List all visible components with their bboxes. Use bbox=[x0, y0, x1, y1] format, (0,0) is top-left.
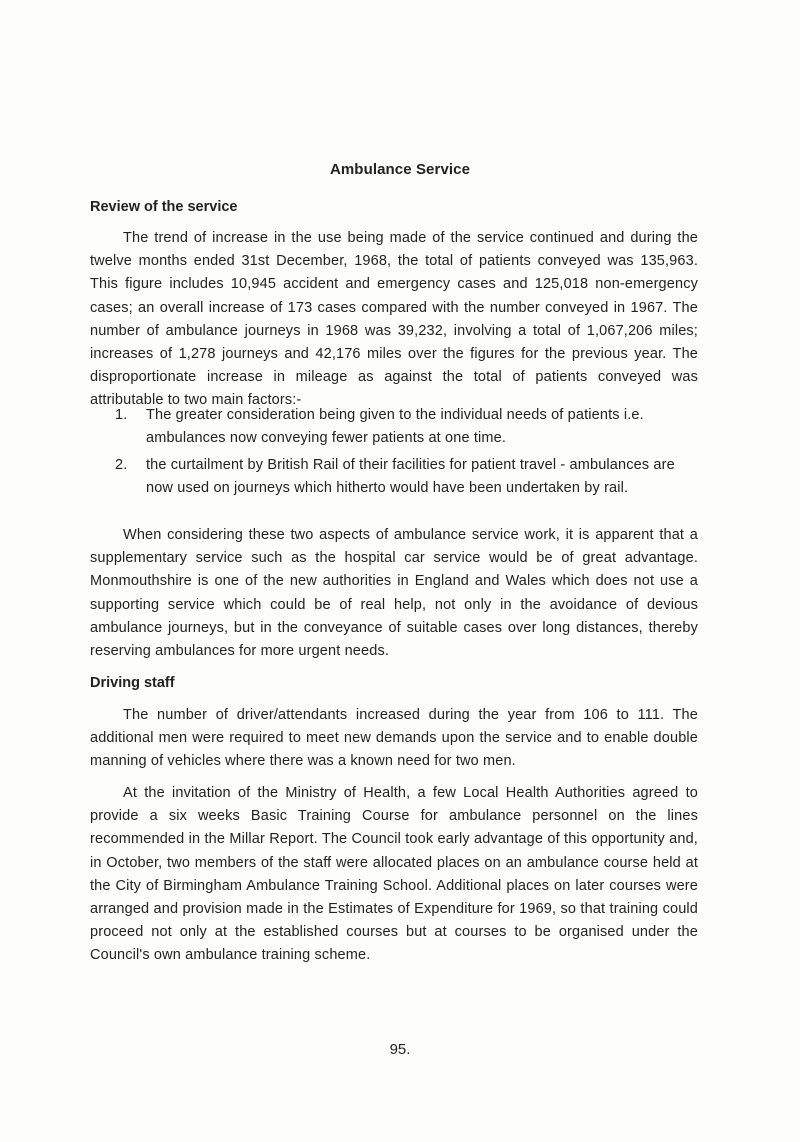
paragraph-driving-staff-training bbox=[90, 782, 698, 968]
list-item-number: 2. bbox=[115, 457, 128, 473]
paragraph-driving-staff-numbers bbox=[90, 704, 698, 774]
paragraph-text: At the invitation of the Ministry of Health, a few Local Health Authorities agreed to provide a six weeks Basic Training Course for ambulance personnel on the lines recommended in the Millar Report. The Council took early advantage of this opportunity and, in October, two members of the staff were allocated places on an ambulance course held at the City of Birmingham Ambulance Training School. Additional places on later courses were arranged and provision made in the Estimates of Expenditure for 1969, so that training could proceed not only at the established courses but at courses to be organised under the Council's own ambulance training scheme. bbox=[90, 785, 698, 964]
section-heading-review: Review of the service bbox=[90, 199, 238, 215]
paragraph-review-considerations bbox=[90, 524, 698, 663]
document-title: Ambulance Service bbox=[329, 161, 471, 178]
paragraph-review-intro bbox=[90, 227, 698, 413]
paragraph-text: The number of driver/attendants increased during the year from 106 to 111. The additional men were required to meet new demands upon the service and to enable double manning of vehicles where there was a known need for two men. bbox=[90, 707, 698, 770]
list-item-1 bbox=[115, 404, 675, 450]
list-item-text: the curtailment by British Rail of their facilities for patient travel - ambulances are now used on journeys which hitherto would have been undertaken by rail. bbox=[146, 457, 675, 496]
list-item-number: 1. bbox=[115, 407, 128, 423]
paragraph-text: The trend of increase in the use being made of the service continued and during the twelve months ended 31st December, 1968, the total of patients conveyed was 135,963. This figure includes 10,945 accident and emergency cases and 125,018 non-emergency cases; an overall increase of 173 cases compared with the number conveyed in 1967. The number of ambulance journeys in 1968 was 39,232, involving a total of 1,067,206 miles; increases of 1,278 journeys and 42,176 miles over the figures for the previous year. The disproportionate increase in mileage as against the total of patients conveyed was attributable to two main factors:- bbox=[90, 230, 698, 409]
section-heading-driving-staff: Driving staff bbox=[90, 675, 175, 691]
paragraph-text: When considering these two aspects of ambulance service work, it is apparent that a supplementary service such as the hospital car service would be of great advantage. Monmouthshire is one of the new authorities in England and Wales which does not use a supporting service which could be of real help, not only in the avoidance of devious ambulance journeys, but in the conveyance of suitable cases over long distances, thereby reserving ambulances for more urgent needs. bbox=[90, 527, 698, 660]
page-number: 95. bbox=[389, 1041, 411, 1058]
list-item-text: The greater consideration being given to the individual needs of patients i.e. ambulances now conveying fewer patients at one time. bbox=[146, 407, 644, 446]
list-item-2 bbox=[115, 454, 675, 500]
